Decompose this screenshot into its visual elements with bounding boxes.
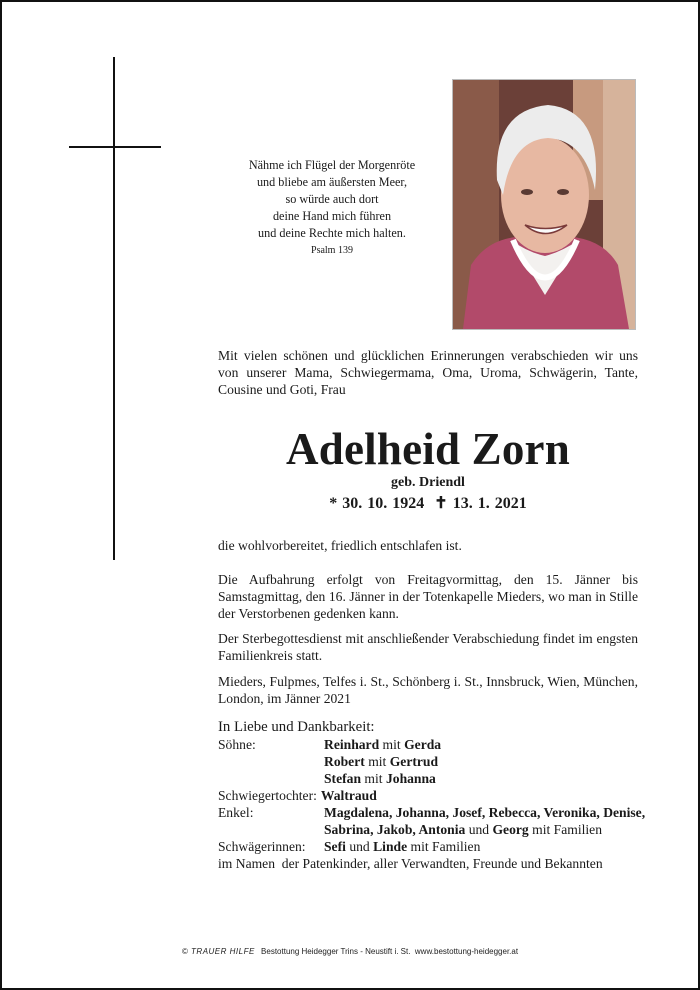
verse-line: Nähme ich Flügel der Morgenröte (248, 158, 416, 172)
maiden-name: geb. Driendl (391, 475, 465, 490)
grandchildren-names: Magdalena, Johanna, Josef, Rebecca, Veronika, Denise, (324, 805, 646, 820)
daughter-in-law-label: Schwiegertochter: (218, 788, 317, 803)
mourners-list (218, 719, 648, 872)
grandchildren-row (218, 804, 648, 821)
bible-verse (224, 157, 440, 242)
sisters-in-law-names: Sefi und Linde mit Familien (324, 839, 481, 854)
sons-entry: Robert mit Gertrud (324, 754, 439, 769)
sons-entry: Stefan mit Johanna (324, 771, 436, 786)
closing-line: im Namen der Patenkinder, aller Verwandten, Freunde und Bekannten (218, 856, 603, 871)
death-date: ✝ 13. 1. 2021 (434, 495, 527, 512)
verse-line: deine Hand mich führen (272, 209, 392, 223)
birth-date: * 30. 10. 1924 (329, 495, 425, 512)
daughter-in-law-name: Waltraud (320, 788, 377, 803)
verse-line: so würde auch dort (285, 192, 379, 206)
cross-vertical-bar (113, 57, 115, 560)
mourners-heading: In Liebe und Dankbarkeit: (218, 719, 375, 735)
viewing-text: Die Aufbahrung erfolgt von Freitagvormittag, den 15. Jänner bis Samstagmittag, den 16. Jänner in der Totenkapelle Mieders, wo man in Stille der Verstorbenen gedenken kann. (218, 572, 638, 621)
grandchildren-row (218, 821, 648, 838)
sons-entry: Reinhard mit Gerda (324, 737, 442, 752)
funeral-service-text: Der Sterbegottesdienst mit anschließender Verabschiedung findet im engsten Familienkreis statt. (218, 631, 638, 663)
life-dates (218, 493, 638, 513)
sons-row (218, 753, 648, 770)
deceased-name: Adelheid Zorn (286, 424, 570, 474)
sisters-in-law-row (218, 838, 648, 855)
sons-row (218, 736, 648, 753)
cross-horizontal-bar (69, 146, 161, 148)
grandchildren-names: Sabrina, Jakob, Antonia und Georg mit Familien (324, 822, 602, 837)
intro-paragraph: Mit vielen schönen und glücklichen Erinnerungen verabschieden wir uns von unserer Mama, Schwiegermama, Oma, Uroma, Schwägerin, Tante, Cousine und Goti, Frau (218, 348, 638, 397)
verse-line: und bliebe am äußersten Meer, (256, 175, 408, 189)
footer-text: Bestottung Heidegger Trins - Neustift i. St. www.bestottung-heidegger.at (261, 947, 519, 956)
footer-brand: © TRAUER HILFE (181, 947, 255, 956)
verse-reference: Psalm 139 (311, 245, 353, 256)
sisters-in-law-label: Schwägerinnen: (218, 839, 306, 854)
daughter-in-law-row (218, 787, 648, 804)
passing-text: die wohlvorbereitet, friedlich entschlafen ist. (218, 538, 462, 553)
grandchildren-label: Enkel: (218, 805, 254, 820)
portrait-photo (452, 79, 636, 330)
verse-line: und deine Rechte mich halten. (258, 226, 406, 240)
places-date-text: Mieders, Fulpmes, Telfes i. St., Schönberg i. St., Innsbruck, Wien, München, London, im Jänner 2021 (218, 674, 638, 706)
sons-row (218, 770, 648, 787)
sons-label: Söhne: (218, 737, 256, 752)
footer (2, 947, 698, 956)
